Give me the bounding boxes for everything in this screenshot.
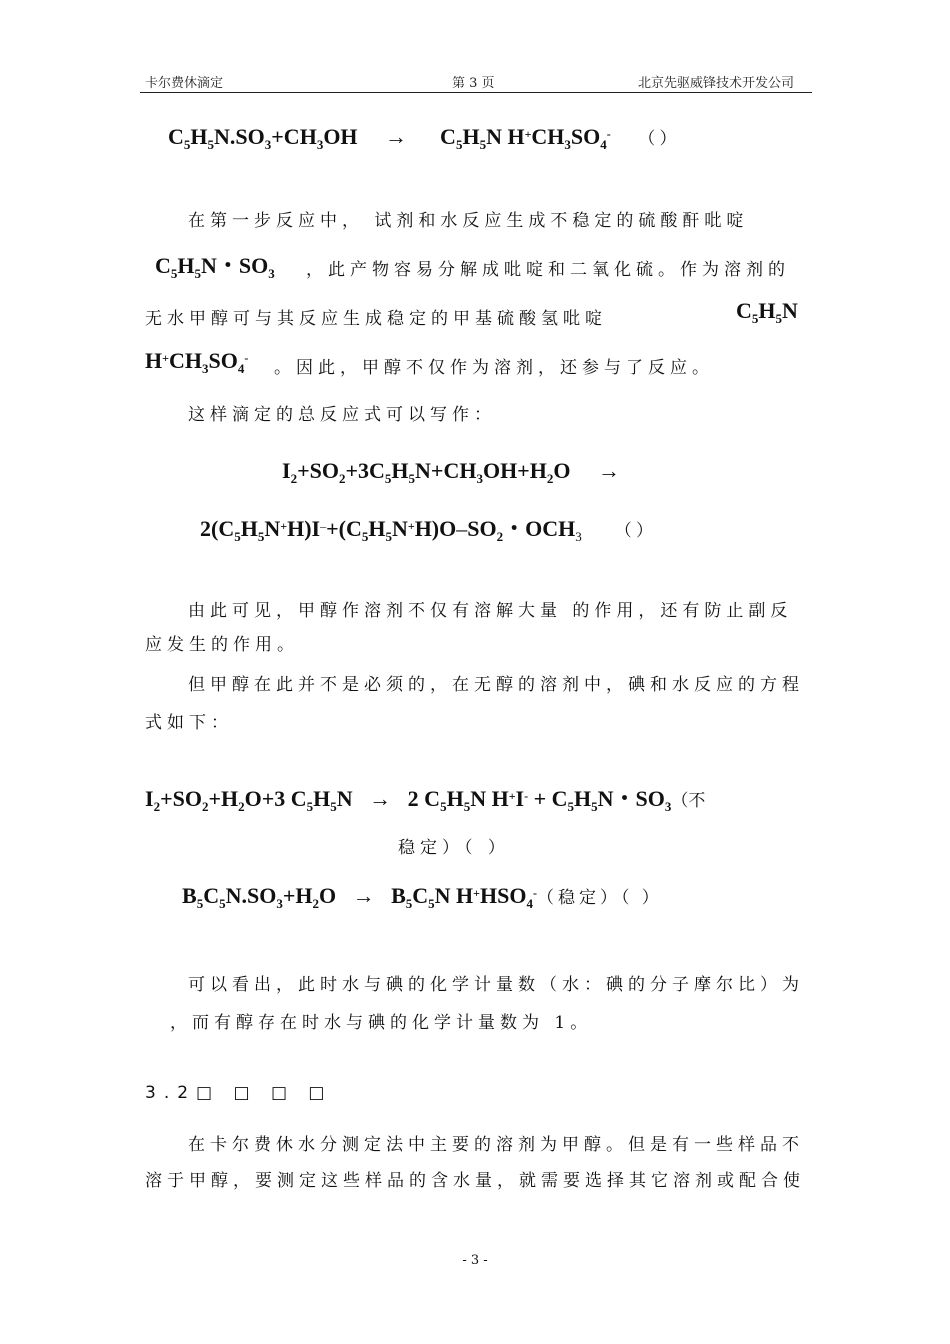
equation-1-number: （ ）: [638, 129, 677, 148]
paragraph-6-line-2: 溶于甲醇，要测定这些样品的含水量，就需要选择其它溶剂或配合使: [145, 1171, 805, 1191]
paragraph-1-line-3: 无水甲醇可与其反应生成稳定的甲基硫酸氢吡啶: [145, 309, 607, 329]
paragraph-1-line-1: 在第一步反应中， 试剂和水反应生成不稳定的硫酸酐吡啶: [188, 211, 749, 231]
section-heading-3-2: 3.2□ □ □ □: [145, 1083, 333, 1103]
paragraph-3-line-2: 应发生的作用。: [145, 635, 299, 655]
paragraph-5-line-2: ，而有醇存在时水与碘的化学计量数为 1。: [170, 1013, 593, 1033]
paragraph-6-line-1: 在卡尔费休水分测定法中主要的溶剂为甲醇。但是有一些样品不: [188, 1135, 804, 1155]
equation-2-line-2: $2(C_5H_5N^+H)I^-+(C_5H_5N^+H)O-SO_2$・$OCH_3$ （ ）: [200, 516, 653, 544]
equation-4: $B_5C_5N.SO_3+H_2O \to B_5C_5N$ $H^+HSO_4^-$（稳定）（ ）: [182, 883, 663, 911]
header-rule: [140, 92, 812, 93]
equation-1: $C_5H_5N.SO_3+CH_3OH$ → $C_5H_5N$ $H^+CH_3SO_4^-$ （ ）: [168, 124, 677, 152]
header-left-title: 卡尔费休滴定: [145, 76, 224, 91]
equation-2-line-1: $I_2+SO_2+3C_5H_5N+CH_3OH+H_2O$ →: [282, 458, 620, 486]
formula-methyl-sulfate-fragment: $H^+CH_3SO_4^-$: [145, 348, 249, 376]
formula-pyridine-so3: $C_5H_5N$・$SO_3$: [155, 253, 275, 281]
paragraph-1-line-2: ，此产物容易分解成吡啶和二氧化硫。作为溶剂的: [306, 260, 790, 280]
paragraph-3-line-1: 由此可见，甲醇作溶剂不仅有溶解大量 的作用，还有防止副反: [188, 601, 793, 621]
equation-3-line-1: $I_2+SO_2+H_2O+3$ $C_5H_5N \to 2$ $C_5H_5N$ $H^+I^- + C_5H_5N$・$SO_3$（不: [145, 786, 706, 814]
equation-2-number: （ ）: [614, 521, 653, 540]
header-company-name: 北京先驱威锋技术开发公司: [638, 76, 795, 91]
paragraph-5-line-1: 可以看出，此时水与碘的化学计量数（水：碘的分子摩尔比）为: [188, 975, 804, 995]
header-page-label: 第 3 页: [452, 76, 495, 91]
formula-pyridine-fragment: $C_5H_5N$: [736, 298, 798, 326]
page-number: - 3 -: [462, 1253, 488, 1268]
equation-3-tail: （不: [671, 791, 706, 810]
paragraph-1-line-4: 。因此，甲醇不仅作为溶剂，还参与了反应。: [274, 358, 714, 378]
paragraph-4-line-2: 式如下：: [145, 713, 233, 733]
paragraph-4-line-1: 但甲醇在此并不是必须的，在无醇的溶剂中，碘和水反应的方程: [188, 675, 804, 695]
paragraph-2: 这样滴定的总反应式可以写作：: [188, 405, 496, 425]
equation-4-tail: （稳定）（ ）: [536, 888, 663, 907]
equation-3-line-2: 稳定）（ ）: [398, 838, 510, 858]
